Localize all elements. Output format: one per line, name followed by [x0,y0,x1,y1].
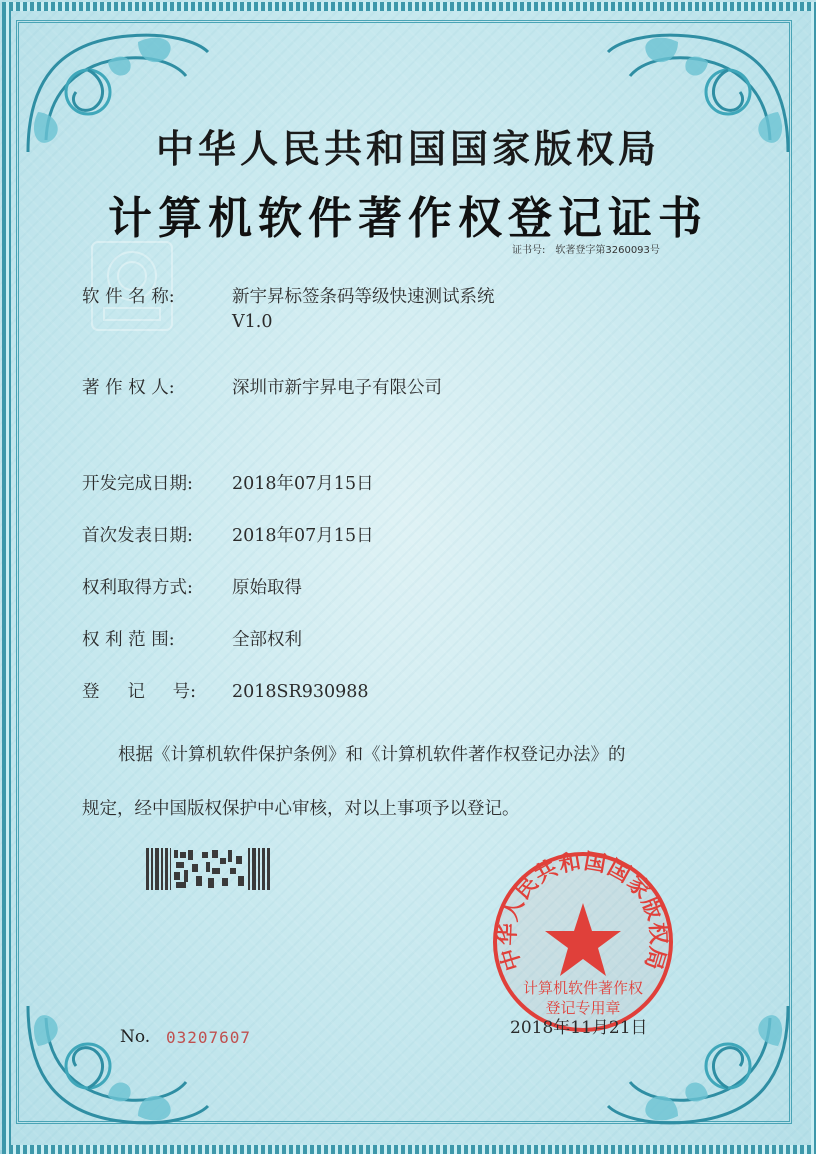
seal-center-line-2: 登记专用章 [545,999,621,1017]
certificate-number-value: 软著登字第3260093号 [555,245,660,256]
certificate-number-label: 证书号: [512,245,546,256]
field-value: 2018年07月15日 [232,526,374,546]
field-value-version: V1.0 [232,312,273,332]
issue-date: 2018年11月21日 [510,1018,648,1038]
certificate-number [512,241,670,256]
seal-center-line-1: 计算机软件著作权 [522,979,644,997]
field-rights-scope [82,626,302,651]
field-label: 开发完成日期: [82,474,193,494]
serial-label: No. [120,1027,151,1047]
field-software-name [82,283,495,332]
field-value: 深圳市新宇昇电子有限公司 [232,378,442,398]
statement-line-2: 规定，经中国版权保护中心审核，对以上事项予以登记。 [82,799,520,819]
field-label: 首次发表日期: [82,526,193,546]
field-value: 2018年07月15日 [232,474,374,494]
statement-line-1: 根据《计算机软件保护条例》和《计算机软件著作权登记办法》的 [118,745,626,765]
field-label: 软 件 名 称: [82,287,175,307]
field-completion-date [82,470,374,495]
corner-ornament-icon [18,996,218,1136]
serial-number: 03207607 [166,1028,252,1047]
field-label: 著 作 权 人: [82,378,175,398]
issuer-title: 中华人民共和国国家版权局 [155,126,660,171]
field-first-publish-date [82,522,374,547]
field-value: 原始取得 [232,578,302,598]
field-value: 新宇昇标签条码等级快速测试系统 [232,287,495,307]
official-seal-icon [488,847,678,1037]
field-acquisition-method [82,574,302,599]
barcode-icon [146,848,270,890]
seal-ring-text: 中华人民共和国国家版权局 [494,848,672,974]
certificate-title: 计算机软件著作权登记证书 [108,193,708,244]
field-value: 全部权利 [232,630,302,650]
field-copyright-owner [82,374,442,399]
field-registration-no [82,678,369,703]
field-value: 2018SR930988 [232,682,369,702]
field-label: 权利取得方式: [82,578,193,598]
field-label: 登 记 号: [82,682,197,702]
field-label: 权 利 范 围: [82,630,175,650]
